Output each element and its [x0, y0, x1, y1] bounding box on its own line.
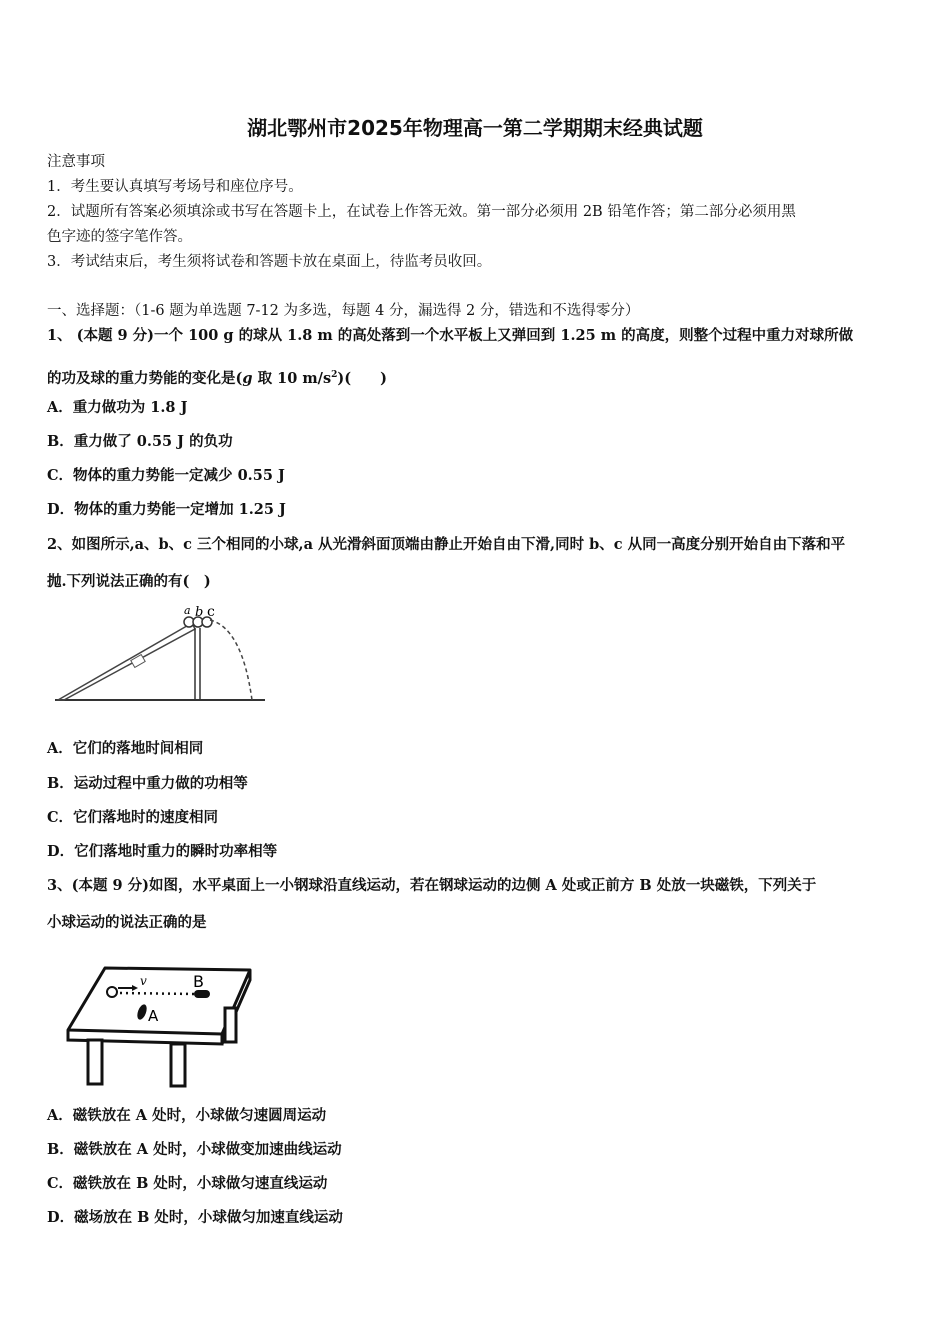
q1-option-b: B．重力做了 0.55 J 的负功 — [47, 433, 233, 450]
notice-item-1: 1．考生要认真填写考场号和座位序号。 — [47, 179, 303, 195]
q1-stem-part-b: 取 10 m/s — [252, 369, 332, 387]
q1-stem-g: g — [242, 369, 253, 387]
q1-option-a: A．重力做功为 1.8 J — [47, 399, 188, 416]
incline-figure — [50, 600, 280, 708]
label-a: a — [184, 604, 191, 617]
label-v: v — [140, 974, 147, 988]
magnet-b — [194, 990, 210, 998]
q2-option-c: C．它们落地时的速度相同 — [47, 809, 219, 826]
section-heading: 一、选择题：（1-6 题为单选题 7-12 为多选，每题 4 分，漏选得 2 分，错选和不选得零分） — [47, 303, 640, 319]
label-b: b — [195, 605, 204, 620]
q3-option-c: C．磁铁放在 B 处时，小球做匀速直线运动 — [47, 1175, 328, 1192]
q1-stem-part-c: )( ) — [337, 369, 387, 387]
q1-option-d: D．物体的重力势能一定增加 1.25 J — [47, 501, 286, 518]
q2-stem-line1: 2、如图所示,a、b、c 三个相同的小球,a 从光滑斜面顶端由静止开始自由下滑,同时 b、c 从同一高度分别开始自由下落和平 — [47, 536, 846, 553]
table-figure — [60, 960, 260, 1090]
notice-heading: 注意事项 — [47, 154, 105, 170]
q3-option-d: D．磁场放在 B 处时，小球做匀加速直线运动 — [47, 1209, 343, 1226]
page-title: 湖北鄂州市2025年物理高一第二学期期末经典试题 — [247, 116, 703, 140]
q1-stem-part-a: 的功及球的重力势能的变化是( — [47, 369, 243, 387]
label-A: A — [148, 1007, 159, 1025]
table-leg-front-right — [171, 1044, 185, 1086]
notice-item-2-cont: 色字迹的签字笔作答。 — [47, 229, 192, 245]
notice-item-3: 3．考试结束后，考生须将试卷和答题卡放在桌面上，待监考员收回。 — [47, 254, 492, 270]
q2-option-b: B．运动过程中重力做的功相等 — [47, 775, 248, 792]
q3-stem-line1: 3、(本题 9 分)如图，水平桌面上一小钢球沿直线运动，若在钢球运动的边侧 A 处或正前方 B 处放一块磁铁，下列关于 — [47, 877, 817, 894]
q3-stem-line2: 小球运动的说法正确的是 — [47, 914, 207, 931]
table-leg-front-left — [88, 1040, 102, 1084]
q2-option-a: A．它们的落地时间相同 — [47, 740, 204, 757]
q3-option-b: B．磁铁放在 A 处时，小球做变加速曲线运动 — [47, 1141, 342, 1158]
q2-option-d: D．它们落地时重力的瞬时功率相等 — [47, 843, 278, 860]
q2-stem-line2: 抛.下列说法正确的有( ) — [47, 573, 211, 590]
steel-ball — [107, 987, 117, 997]
q1-stem-sup: 2 — [331, 370, 338, 380]
q1-stem-line2 — [47, 365, 387, 389]
q3-option-a: A．磁铁放在 A 处时，小球做匀速圆周运动 — [47, 1107, 327, 1124]
table-top — [68, 968, 250, 1034]
label-c: c — [207, 604, 215, 620]
table-leg-back-right — [225, 1008, 236, 1042]
projectile-path — [210, 620, 252, 700]
q1-stem-line1: 1、 (本题 9 分)一个 100 g 的球从 1.8 m 的高处落到一个水平板上又弹回到 1.25 m 的高度，则整个过程中重力对球所做 — [47, 327, 854, 344]
incline-plane — [58, 623, 195, 700]
label-B: B — [193, 972, 204, 991]
q1-option-c: C．物体的重力势能一定减少 0.55 J — [47, 467, 285, 484]
notice-item-2: 2．试题所有答案必须填涂或书写在答题卡上，在试卷上作答无效。第一部分必须用 2B 铅笔作答；第二部分必须用黑 — [47, 204, 796, 220]
